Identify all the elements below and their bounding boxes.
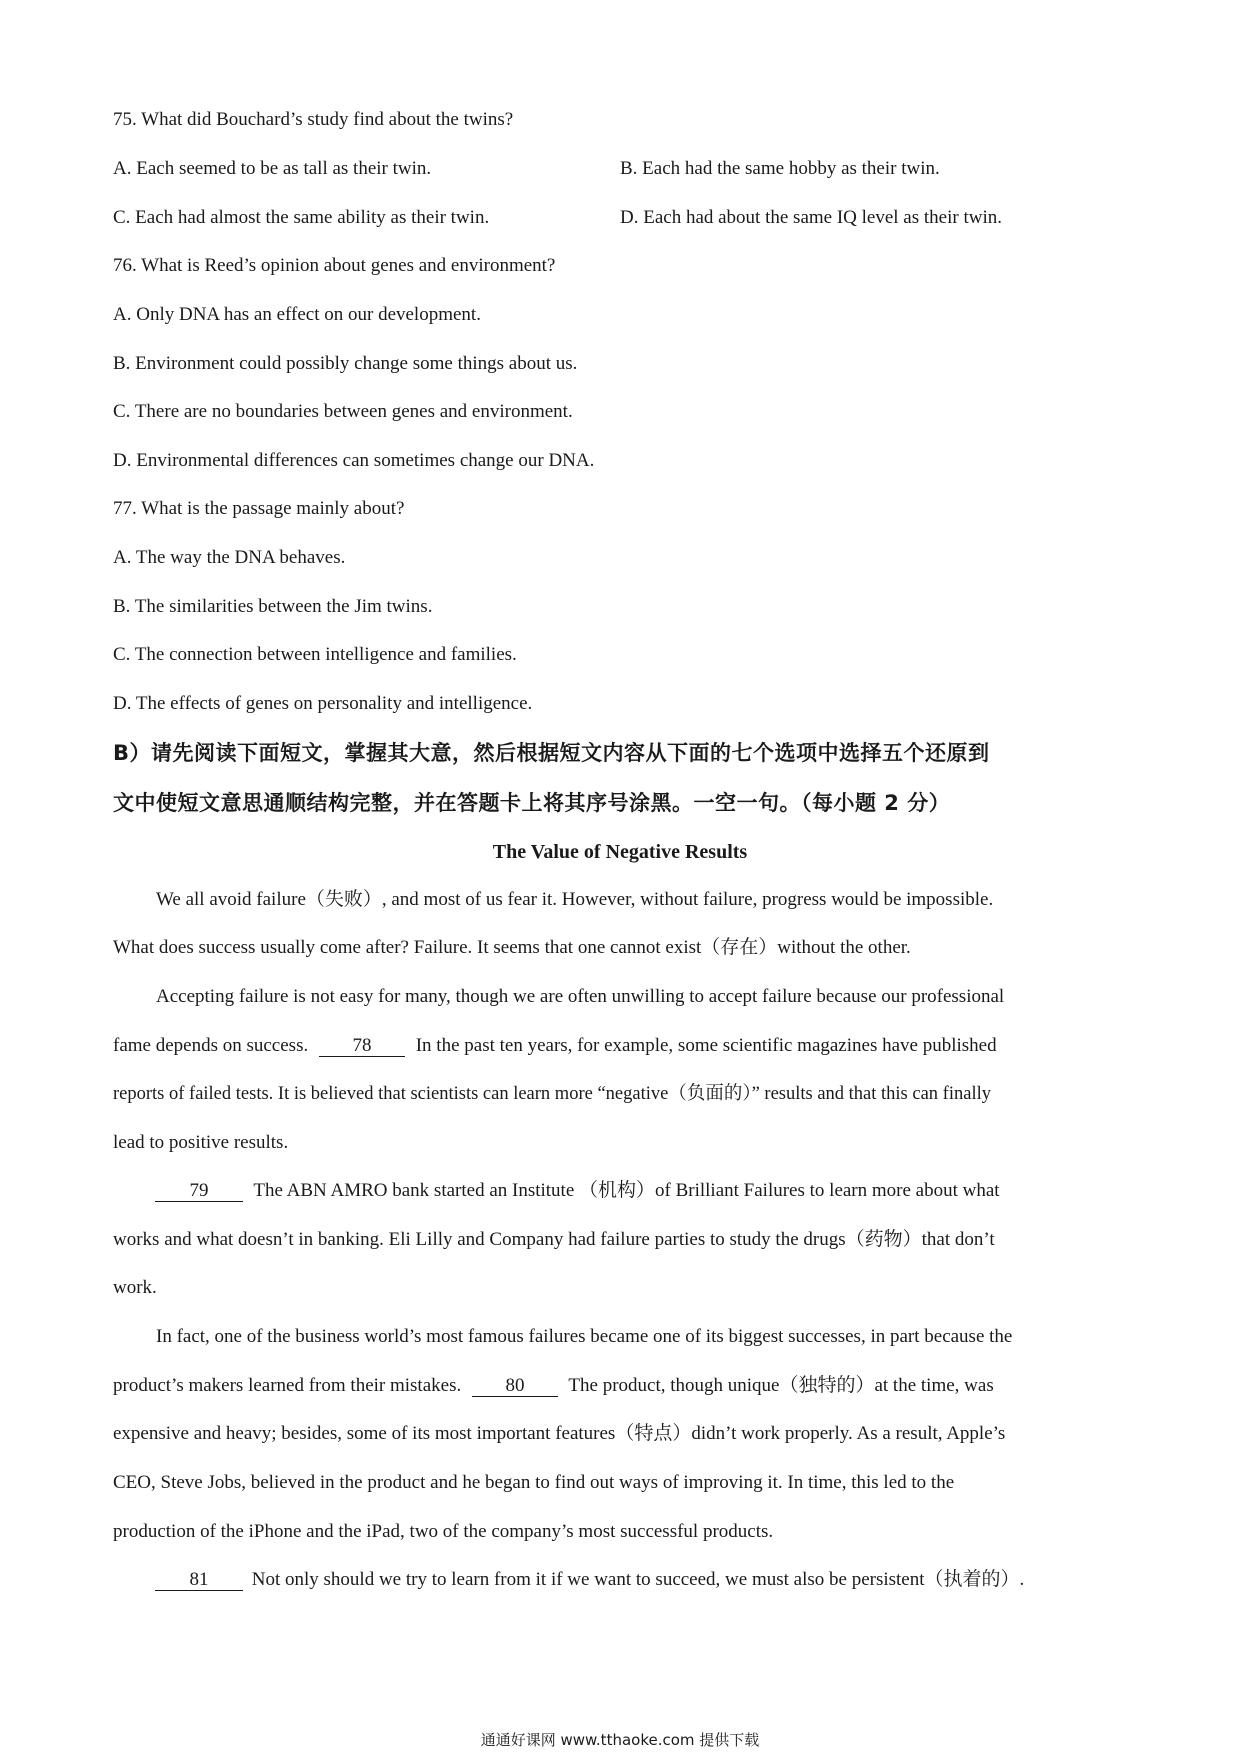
question-77-option-b: B. The similarities between the Jim twins. xyxy=(113,596,433,617)
paragraph-3-line-2: works and what doesn’t in banking. Eli Lilly and Company had failure parties to study the drugs（药物）that don’t xyxy=(113,1229,995,1250)
question-76-option-b: B. Environment could possibly change some things about us. xyxy=(113,353,578,374)
question-75-option-b: B. Each had the same hobby as their twin. xyxy=(620,158,940,179)
paragraph-2-line-1: Accepting failure is not easy for many, though we are often unwilling to accept failure because our professional xyxy=(156,986,1005,1007)
question-76-option-d: D. Environmental differences can sometimes change our DNA. xyxy=(113,450,595,471)
paragraph-4-line-2 xyxy=(113,1374,994,1398)
paragraph-4-line-4: CEO, Steve Jobs, believed in the product and he began to find out ways of improving it. In time, this led to the xyxy=(113,1472,955,1493)
paragraph-2-line-3: reports of failed tests. It is believed that scientists can learn more “negative（负面的）” results and that this can finally xyxy=(113,1084,991,1104)
section-b-instructions-line-2: 文中使短文意思通顺结构完整，并在答题卡上将其序号涂黑。一空一句。（每小题 2 分） xyxy=(113,791,951,815)
question-75-option-d: D. Each had about the same IQ level as their twin. xyxy=(620,207,1002,228)
paragraph-4-text-a: product’s makers learned from their mistakes. xyxy=(113,1375,462,1396)
blank-81[interactable]: 81 xyxy=(155,1570,243,1591)
paragraph-2-text-b: In the past ten years, for example, some scientific magazines have published xyxy=(415,1035,997,1056)
question-76-option-a: A. Only DNA has an effect on our development. xyxy=(113,304,481,325)
question-77-option-c: C. The connection between intelligence and families. xyxy=(113,644,517,665)
blank-79[interactable]: 79 xyxy=(155,1181,243,1202)
question-77-option-a: A. The way the DNA behaves. xyxy=(113,547,346,568)
question-76-stem: 76. What is Reed’s opinion about genes and environment? xyxy=(113,255,556,276)
paragraph-4-line-1: In fact, one of the business world’s most famous failures became one of its biggest successes, in part because the xyxy=(156,1326,1013,1347)
blank-80[interactable]: 80 xyxy=(472,1376,558,1397)
question-75-option-c: C. Each had almost the same ability as their twin. xyxy=(113,207,490,228)
question-77-stem: 77. What is the passage mainly about? xyxy=(113,498,405,519)
page-footer: 通通好课网 www.tthaoke.com 提供下载 xyxy=(480,1731,760,1749)
paragraph-3-text: The ABN AMRO bank started an Institute （机构）of Brilliant Failures to learn more about what xyxy=(253,1180,1000,1201)
question-76-option-c: C. There are no boundaries between genes and environment. xyxy=(113,401,573,422)
paragraph-4-line-3: expensive and heavy; besides, some of its most important features（特点）didn’t work properly. As a result, Apple’s xyxy=(113,1423,1006,1444)
question-77-option-d: D. The effects of genes on personality and intelligence. xyxy=(113,693,533,714)
question-75-option-a: A. Each seemed to be as tall as their twin. xyxy=(113,158,432,179)
paragraph-3-line-1 xyxy=(155,1179,1000,1203)
paragraph-4-text-b: The product, though unique（独特的）at the time, was xyxy=(568,1375,994,1396)
paragraph-1-line-2: What does success usually come after? Failure. It seems that one cannot exist（存在）without the other. xyxy=(113,937,911,958)
passage-title: The Value of Negative Results xyxy=(492,841,748,863)
section-b-instructions-line-1: B）请先阅读下面短文，掌握其大意，然后根据短文内容从下面的七个选项中选择五个还原到 xyxy=(113,741,990,765)
blank-78[interactable]: 78 xyxy=(319,1036,405,1057)
paragraph-3-line-3: work. xyxy=(113,1277,157,1298)
paragraph-2-line-2 xyxy=(113,1034,997,1058)
paragraph-5-text: Not only should we try to learn from it if we want to succeed, we must also be persistent（执着的）. xyxy=(251,1569,1025,1590)
question-75-stem: 75. What did Bouchard’s study find about the twins? xyxy=(113,109,514,130)
paragraph-5-line-1 xyxy=(155,1568,1024,1592)
paragraph-2-text-a: fame depends on success. xyxy=(113,1035,309,1056)
paragraph-4-line-5: production of the iPhone and the iPad, two of the company’s most successful products. xyxy=(113,1521,774,1542)
paragraph-1-line-1: We all avoid failure（失败）, and most of us fear it. However, without failure, progress would be impossible. xyxy=(156,889,994,910)
paragraph-2-line-4: lead to positive results. xyxy=(113,1132,289,1153)
